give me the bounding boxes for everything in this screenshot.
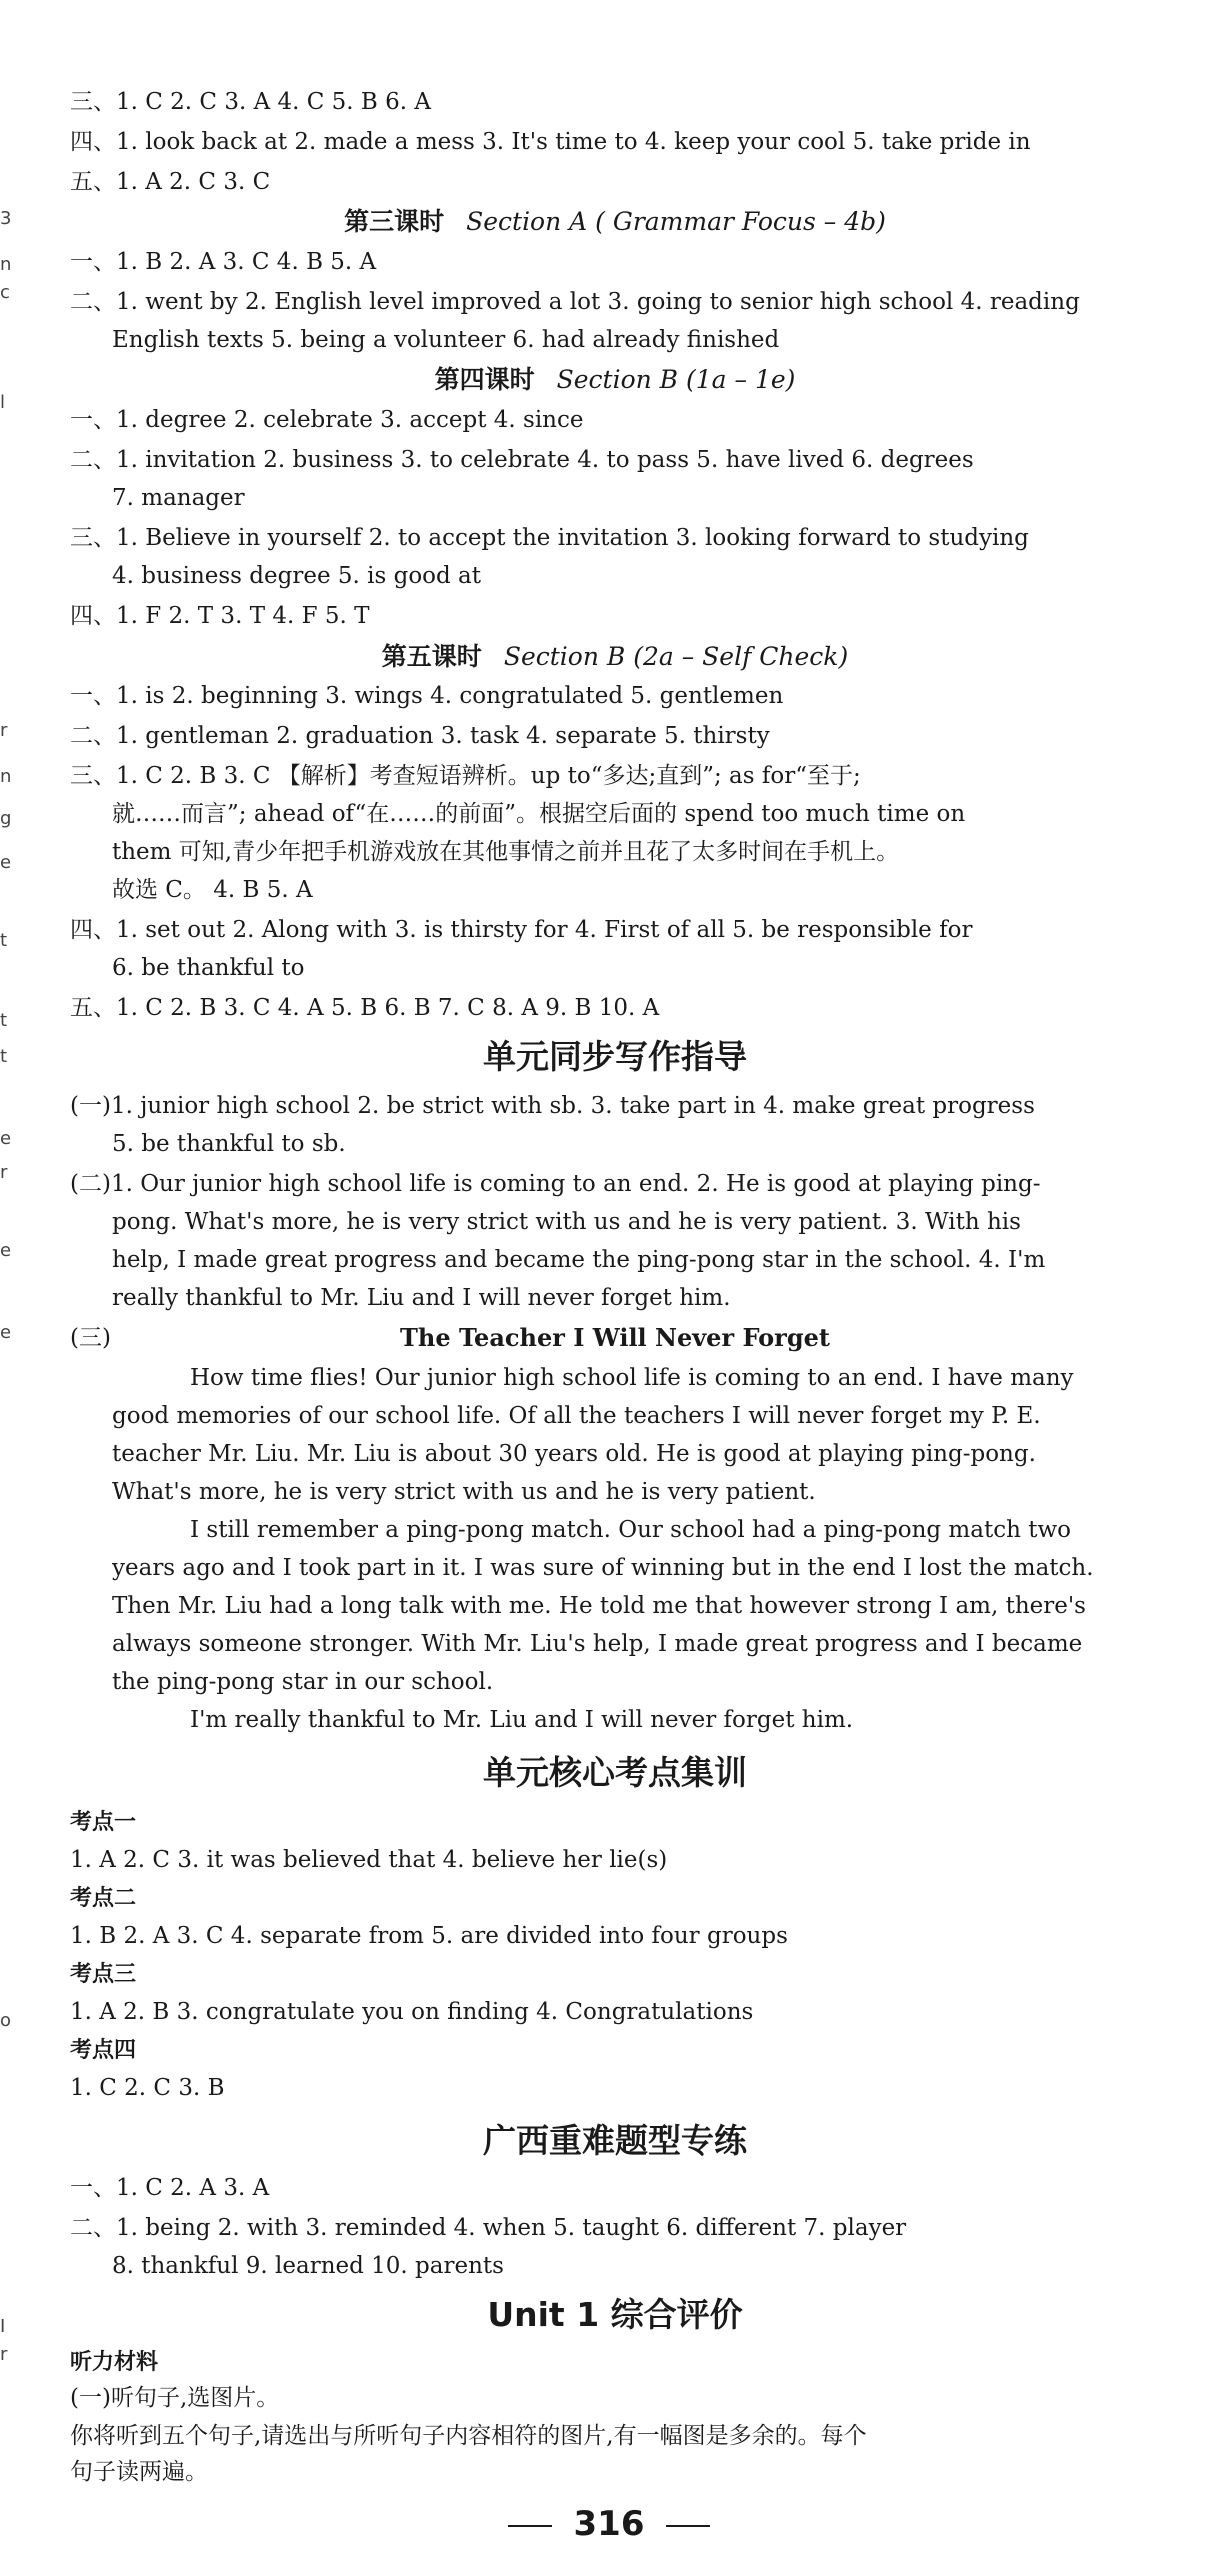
essay-title: The Teacher I Will Never Forget — [400, 1323, 830, 1352]
edge-mark: r — [0, 2344, 8, 2365]
answer-line: 1. B 2. A 3. C 4. separate from 5. are divided into four groups — [70, 1923, 788, 1949]
listening-material-heading: 听力材料 — [70, 2350, 159, 2375]
answer-line: 一、1. degree 2. celebrate 3. accept 4. since — [70, 407, 584, 433]
listening-line: 句子读两遍。 — [70, 2459, 208, 2485]
kaodian-heading: 考点一 — [70, 1810, 137, 1835]
answer-line: 5. be thankful to sb. — [112, 1131, 346, 1157]
listening-line: 你将听到五个句子,请选出与所听句子内容相符的图片,有一幅图是多余的。每个 — [70, 2423, 867, 2449]
answer-line: pong. What's more, he is very strict with us and he is very patient. 3. With his — [112, 1209, 1021, 1235]
answer-line: 四、1. look back at 2. made a mess 3. It's time to 4. keep your cool 5. take pride in — [70, 129, 1031, 155]
answer-line: 五、1. A 2. C 3. C — [70, 169, 271, 195]
answer-line: 8. thankful 9. learned 10. parents — [112, 2253, 504, 2279]
answer-line: 二、1. being 2. with 3. reminded 4. when 5. taught 6. different 7. player — [70, 2215, 907, 2241]
essay-line: good memories of our school life. Of all the teachers I will never forget my P. E. — [112, 1403, 1041, 1429]
answer-line: 4. business degree 5. is good at — [112, 563, 482, 589]
essay-line: years ago and I took part in it. I was sure of winning but in the end I lost the match. — [112, 1555, 1094, 1581]
edge-mark: l — [0, 392, 6, 413]
essay-line: Then Mr. Liu had a long talk with me. He told me that however strong I am, there's — [112, 1593, 1086, 1619]
edge-mark: r — [0, 720, 8, 741]
answer-line: 7. manager — [112, 485, 245, 511]
edge-mark: n — [0, 766, 12, 787]
edge-mark: I — [0, 2316, 6, 2337]
kaodian-heading: 考点四 — [70, 2038, 137, 2063]
edge-mark: e — [0, 852, 12, 873]
edge-mark: o — [0, 2010, 12, 2031]
answer-line: 6. be thankful to — [112, 955, 305, 981]
page-number-value: 316 — [573, 2504, 645, 2544]
answer-line: 三、1. C 2. C 3. A 4. C 5. B 6. A — [70, 89, 432, 115]
essay-line: How time flies! Our junior high school life is coming to an end. I have many — [190, 1365, 1074, 1391]
listening-line: (一)听句子,选图片。 — [70, 2385, 280, 2411]
section-title-core: 单元核心考点集训 — [483, 1753, 747, 1792]
answer-line: help, I made great progress and became the ping-pong star in the school. 4. I'm — [112, 1247, 1046, 1273]
essay-line: teacher Mr. Liu. Mr. Liu is about 30 years old. He is good at playing ping-pong. — [112, 1441, 1036, 1467]
page-number-dash — [666, 2525, 710, 2527]
lesson-heading-en: Section B (2a – Self Check) — [503, 642, 849, 671]
lesson-heading — [70, 638, 1160, 676]
answer-line: 就……而言”; ahead of“在……的前面”。根据空后面的 spend too much time on — [112, 801, 966, 827]
answer-line: English texts 5. being a volunteer 6. had already finished — [112, 327, 780, 353]
edge-mark: c — [0, 282, 10, 303]
answer-line: (二)1. Our junior high school life is coming to an end. 2. He is good at playing ping- — [70, 1171, 1041, 1197]
section-title-guangxi: 广西重难题型专练 — [483, 2121, 747, 2160]
essay-line: I'm really thankful to Mr. Liu and I will never forget him. — [190, 1707, 854, 1733]
lesson-heading — [70, 203, 1160, 241]
lesson-heading-en: Section A ( Grammar Focus – 4b) — [466, 207, 886, 236]
essay-line: always someone stronger. With Mr. Liu's help, I made great progress and I became — [112, 1631, 1083, 1657]
edge-mark: t — [0, 1010, 8, 1031]
answer-line: 二、1. gentleman 2. graduation 3. task 4. separate 5. thirsty — [70, 723, 770, 749]
answer-line: them 可知,青少年把手机游戏放在其他事情之前并且花了太多时间在手机上。 — [112, 839, 900, 865]
edge-mark: e — [0, 1128, 12, 1149]
kaodian-heading: 考点二 — [70, 1886, 137, 1911]
page-number-dash — [508, 2525, 552, 2527]
answer-line: 1. C 2. C 3. B — [70, 2075, 225, 2101]
edge-mark: r — [0, 1162, 8, 1183]
answer-line: 1. A 2. C 3. it was believed that 4. believe her lie(s) — [70, 1847, 668, 1873]
kaodian-heading: 考点三 — [70, 1962, 137, 1987]
section-title-unit1: Unit 1 综合评价 — [487, 2295, 743, 2334]
lesson-heading — [70, 361, 1160, 399]
answer-line: 一、1. C 2. A 3. A — [70, 2175, 270, 2201]
lesson-heading-cn: 第五课时 — [381, 642, 482, 671]
essay-line: I still remember a ping-pong match. Our school had a ping-pong match two — [190, 1517, 1071, 1543]
edge-mark: e — [0, 1322, 12, 1343]
lesson-heading-cn: 第四课时 — [434, 365, 535, 394]
essay-label: (三) — [70, 1325, 111, 1351]
answer-line: 三、1. C 2. B 3. C 【解析】考查短语辨析。up to“多达;直到”; as for“至于; — [70, 763, 861, 789]
edge-mark: 3 — [0, 208, 12, 229]
answer-line: (一)1. junior high school 2. be strict with sb. 3. take part in 4. make great progress — [70, 1093, 1035, 1119]
answer-line: 五、1. C 2. B 3. C 4. A 5. B 6. B 7. C 8. A 9. B 10. A — [70, 995, 660, 1021]
edge-mark: t — [0, 930, 8, 951]
answer-line: 故选 C。 4. B 5. A — [112, 877, 313, 903]
answer-line: 1. A 2. B 3. congratulate you on finding 4. Congratulations — [70, 1999, 754, 2025]
section-title-writing: 单元同步写作指导 — [483, 1037, 747, 1076]
answer-line: 一、1. is 2. beginning 3. wings 4. congratulated 5. gentlemen — [70, 683, 784, 709]
essay-line: What's more, he is very strict with us and he is very patient. — [112, 1479, 816, 1505]
answer-line: 四、1. F 2. T 3. T 4. F 5. T — [70, 603, 370, 629]
answer-line: 三、1. Believe in yourself 2. to accept the invitation 3. looking forward to studying — [70, 525, 1029, 551]
lesson-heading-en: Section B (1a – 1e) — [556, 365, 796, 394]
answer-line: really thankful to Mr. Liu and I will never forget him. — [112, 1285, 731, 1311]
answer-line: 一、1. B 2. A 3. C 4. B 5. A — [70, 249, 377, 275]
edge-mark: n — [0, 254, 12, 275]
answer-line: 二、1. went by 2. English level improved a lot 3. going to senior high school 4. reading — [70, 289, 1080, 315]
answer-line: 四、1. set out 2. Along with 3. is thirsty for 4. First of all 5. be responsible for — [70, 917, 973, 943]
page-number — [0, 2500, 1218, 2548]
answer-line: 二、1. invitation 2. business 3. to celebrate 4. to pass 5. have lived 6. degrees — [70, 447, 974, 473]
lesson-heading-cn: 第三课时 — [344, 207, 445, 236]
edge-mark: g — [0, 808, 12, 829]
essay-line: the ping-pong star in our school. — [112, 1669, 494, 1695]
edge-mark: t — [0, 1046, 8, 1067]
edge-mark: e — [0, 1240, 12, 1261]
